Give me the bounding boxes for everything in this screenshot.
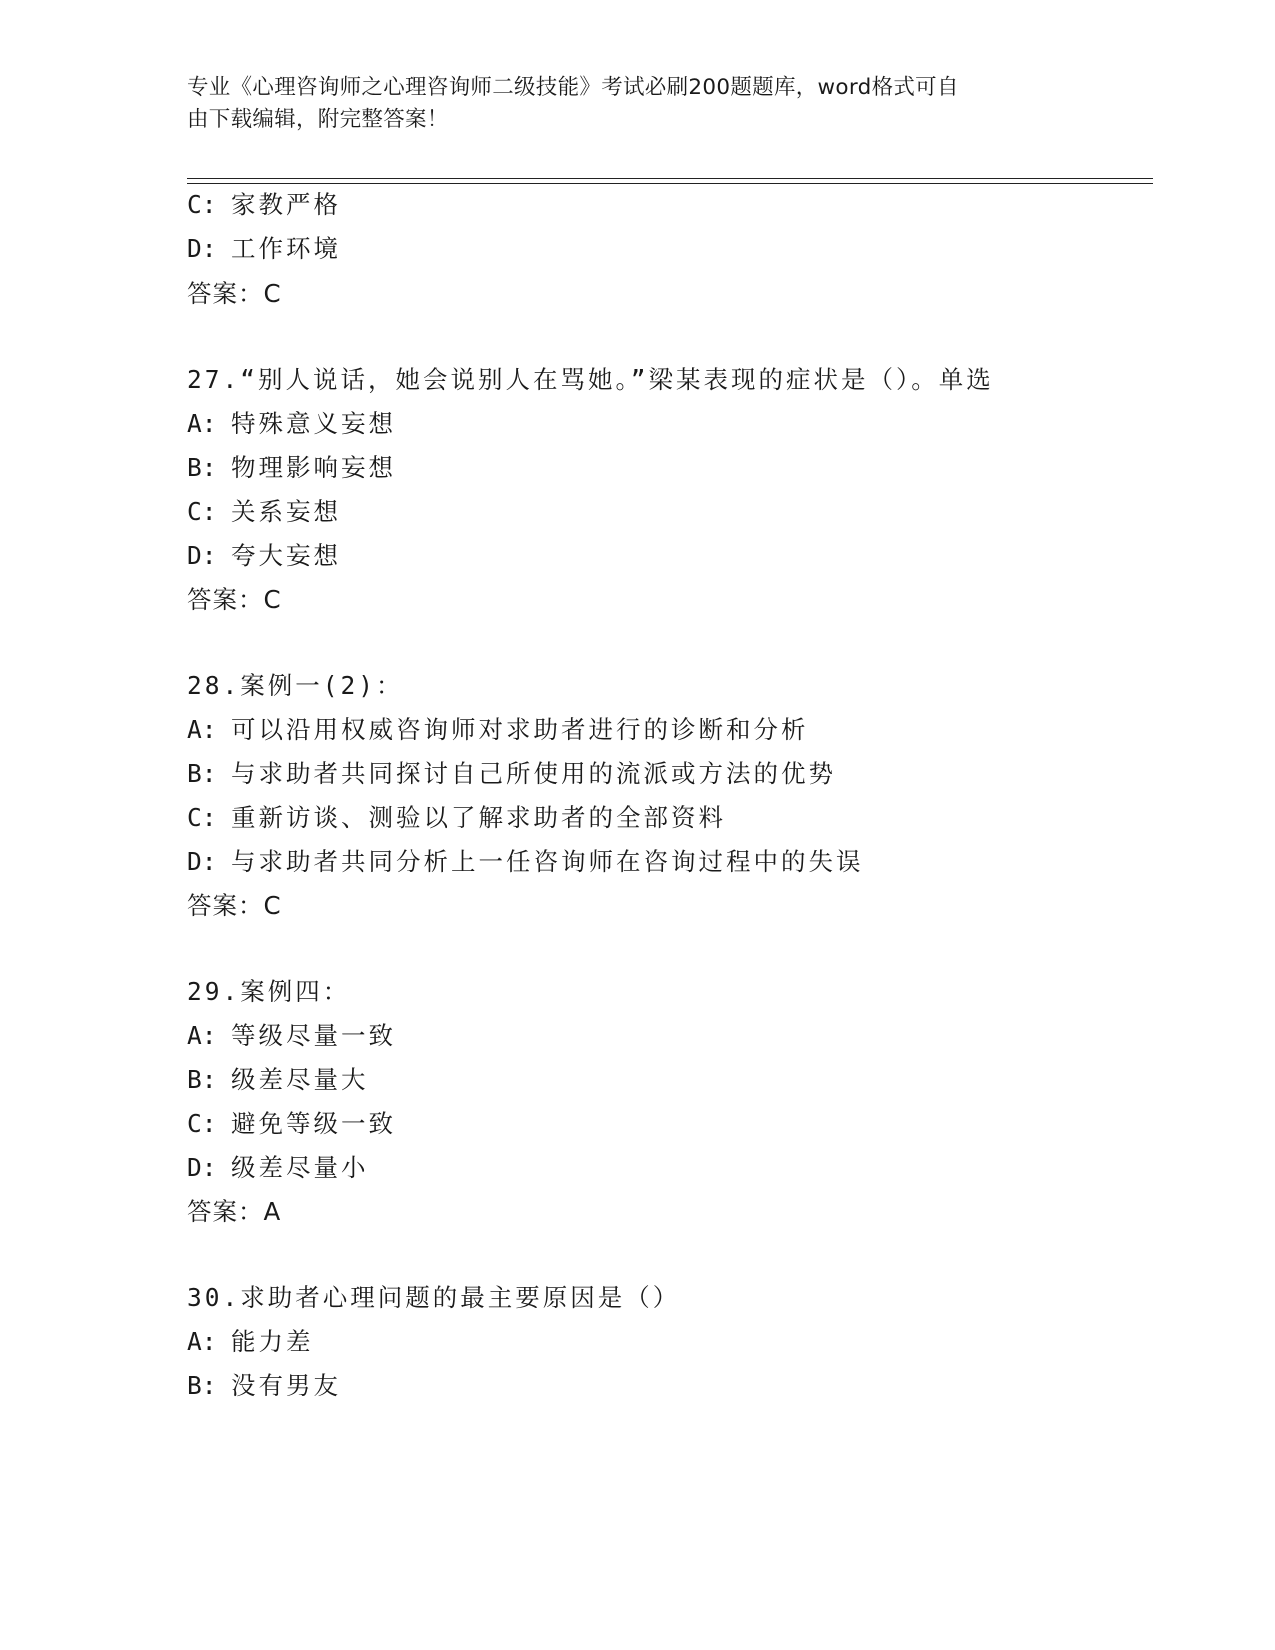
option-c [187, 1108, 396, 1140]
option-b [187, 452, 396, 484]
header-divider-top [187, 178, 1153, 179]
header-line-2: 由下载编辑，附完整答案！ [187, 107, 449, 132]
option-d [187, 1152, 369, 1184]
header-divider-bottom [187, 183, 1153, 184]
option-text: 与求助者共同分析上一任咨询师在咨询过程中的失误 [231, 847, 864, 876]
question-stem: 30.求助者心理问题的最主要原因是（） [187, 1283, 681, 1312]
option-d [187, 540, 341, 572]
option-a [187, 1020, 396, 1052]
option-b [187, 758, 836, 790]
option-text: 关系妄想 [231, 497, 341, 526]
option-text: 家教严格 [231, 190, 341, 219]
option-text: 等级尽量一致 [231, 1021, 396, 1050]
option-text: 工作环境 [231, 234, 341, 263]
document-header [187, 72, 1067, 136]
option-label: C: [187, 497, 217, 526]
option-label: C: [187, 190, 217, 219]
header-line-1: 专业《心理咨询师之心理咨询师二级技能》考试必刷200题题库，word格式可自 [187, 75, 959, 100]
answer-line: 答案：C [187, 585, 282, 614]
option-text: 级差尽量大 [231, 1065, 369, 1094]
option-text: 没有男友 [231, 1371, 341, 1400]
option-label: A: [187, 1021, 217, 1050]
option-label: D: [187, 847, 217, 876]
option-c [187, 496, 341, 528]
option-label: B: [187, 1065, 217, 1094]
option-label: B: [187, 453, 217, 482]
option-c [187, 189, 341, 221]
option-a [187, 1326, 314, 1358]
option-label: A: [187, 409, 217, 438]
option-d [187, 233, 341, 265]
answer-line: 答案：C [187, 279, 282, 308]
option-text: 能力差 [231, 1327, 314, 1356]
option-label: D: [187, 1153, 217, 1182]
option-d [187, 846, 864, 878]
option-b [187, 1370, 341, 1402]
option-c [187, 802, 726, 834]
answer-line: 答案：A [187, 1197, 282, 1226]
option-label: C: [187, 803, 217, 832]
option-label: A: [187, 1327, 217, 1356]
option-label: B: [187, 759, 217, 788]
option-a [187, 408, 396, 440]
option-text: 与求助者共同探讨自己所使用的流派或方法的优势 [231, 759, 836, 788]
option-a [187, 714, 809, 746]
option-text: 可以沿用权威咨询师对求助者进行的诊断和分析 [231, 715, 809, 744]
option-label: C: [187, 1109, 217, 1138]
option-text: 避免等级一致 [231, 1109, 396, 1138]
option-label: D: [187, 541, 217, 570]
option-label: B: [187, 1371, 217, 1400]
question-stem: 29.案例四： [187, 977, 351, 1006]
option-text: 夸大妄想 [231, 541, 341, 570]
answer-line: 答案：C [187, 891, 282, 920]
option-text: 级差尽量小 [231, 1153, 369, 1182]
option-b [187, 1064, 369, 1096]
option-text: 重新访谈、测验以了解求助者的全部资料 [231, 803, 726, 832]
option-label: A: [187, 715, 217, 744]
option-text: 特殊意义妄想 [231, 409, 396, 438]
option-label: D: [187, 234, 217, 263]
question-stem: 27.“别人说话，她会说别人在骂她。”梁某表现的症状是（）。单选 [187, 365, 994, 394]
question-stem: 28.案例一(2)： [187, 671, 404, 700]
option-text: 物理影响妄想 [231, 453, 396, 482]
